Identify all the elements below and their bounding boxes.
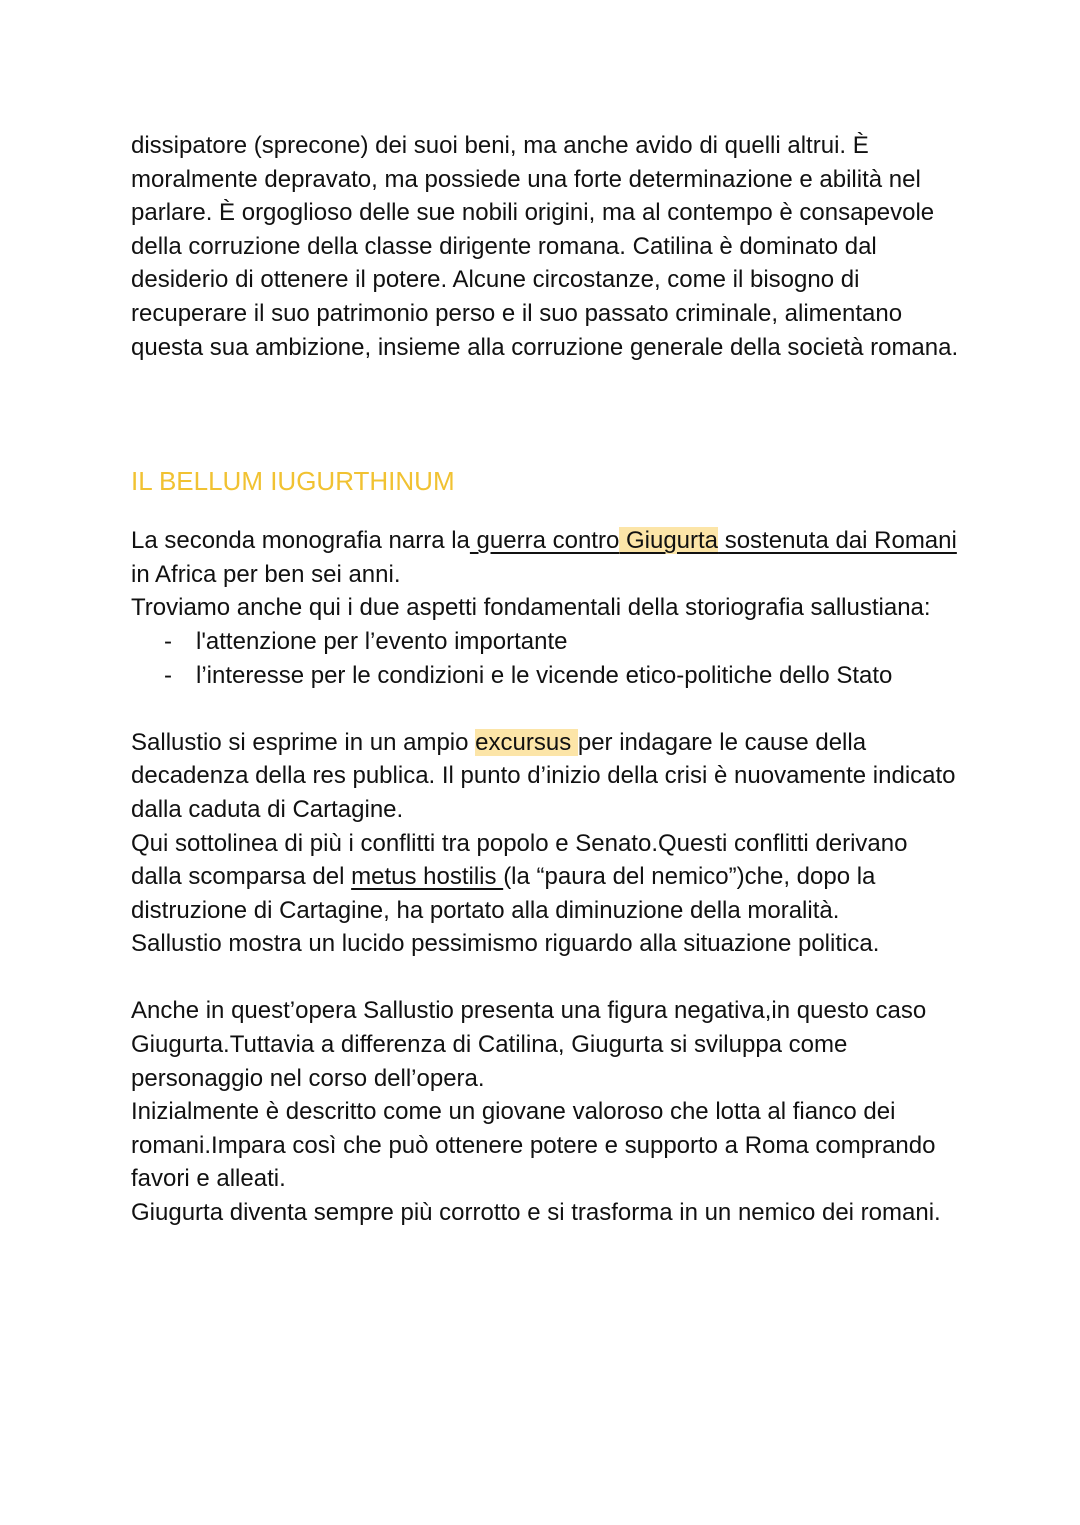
underlined-text: metus hostilis (351, 863, 504, 891)
dash-bullet: - (164, 661, 172, 689)
list-item-text: l'attenzione per l’evento importante (196, 627, 568, 655)
underlined-text (470, 527, 957, 554)
dash-list (131, 625, 961, 692)
spacer (131, 961, 961, 995)
list-item-text: l’interesse per le condizioni e le vicende etico-politiche dello Stato (196, 661, 893, 689)
text-run: La seconda monografia narra la (131, 527, 470, 555)
text-run: Sallustio si esprime in un ampio (131, 728, 476, 756)
spacer (131, 498, 961, 524)
paragraph-monografia (131, 524, 961, 591)
paragraph-excursus (131, 726, 961, 827)
text-run: in Africa per ben sei anni. (131, 560, 401, 588)
text-run: (la “paura del nemico”)che, dopo la distruzione di Cartagine, ha portato alla diminuzione della moralità. (131, 863, 876, 924)
text-run: guerra contro (469, 527, 620, 555)
paragraph-figura-negativa: Anche in quest’opera Sallustio presenta una figura negativa,in questo caso Giugurta.Tuttavia a differenza di Catilina, Giugurta si sviluppa come personaggio nel corso dell’opera. (131, 997, 927, 1092)
dash-bullet: - (164, 627, 172, 655)
list-item (131, 625, 961, 659)
paragraph-conflitti (131, 827, 961, 928)
list-item (131, 659, 961, 693)
highlighted-text: excursus (475, 728, 578, 756)
section-title: IL BELLUM IUGURTHINUM (131, 466, 455, 497)
paragraph-aspetti: Troviamo anche qui i due aspetti fondamentali della storiografia sallustiana: (131, 594, 931, 622)
text-run: Qui sottolinea di più i conflitti tra popolo e Senato.Questi conflitti derivano dalla scomparsa del (131, 829, 908, 891)
paragraph-pessimismo: Sallustio mostra un lucido pessimismo riguardo alla situazione politica. (131, 930, 880, 958)
paragraph-corrotto: Giugurta diventa sempre più corrotto e si trasforma in un nemico dei romani. (131, 1199, 941, 1227)
document-page (131, 129, 961, 1230)
spacer (131, 692, 961, 726)
intro-paragraph: dissipatore (sprecone) dei suoi beni, ma anche avido di quelli altrui. È moralmente depravato, ma possiede una forte determinazione e abilità nel parlare. È orgoglioso delle sue nobili origini, ma al contempo è consapevole della corruzione della classe dirigente romana. Catilina è dominato dal desiderio di ottenere il potere. Alcune circostanze, come il bisogno di recuperare il suo patrimonio perso e il suo passato criminale, alimentano questa sua ambizione, insieme alla corruzione generale della società romana. (131, 132, 959, 361)
paragraph-inizialmente: Inizialmente è descritto come un giovane valoroso che lotta al fianco dei romani.Impara così che può ottenere potere e supporto a Roma comprando favori e alleati. (131, 1098, 936, 1193)
text-run: per indagare le cause della decadenza della res publica. Il punto d’inizio della crisi è nuovamente indicato dalla caduta di Cartagine. (131, 728, 956, 823)
text-run: sostenuta dai Romani (718, 527, 957, 555)
highlighted-text: Giugurta (619, 527, 719, 555)
spacer (131, 364, 961, 464)
